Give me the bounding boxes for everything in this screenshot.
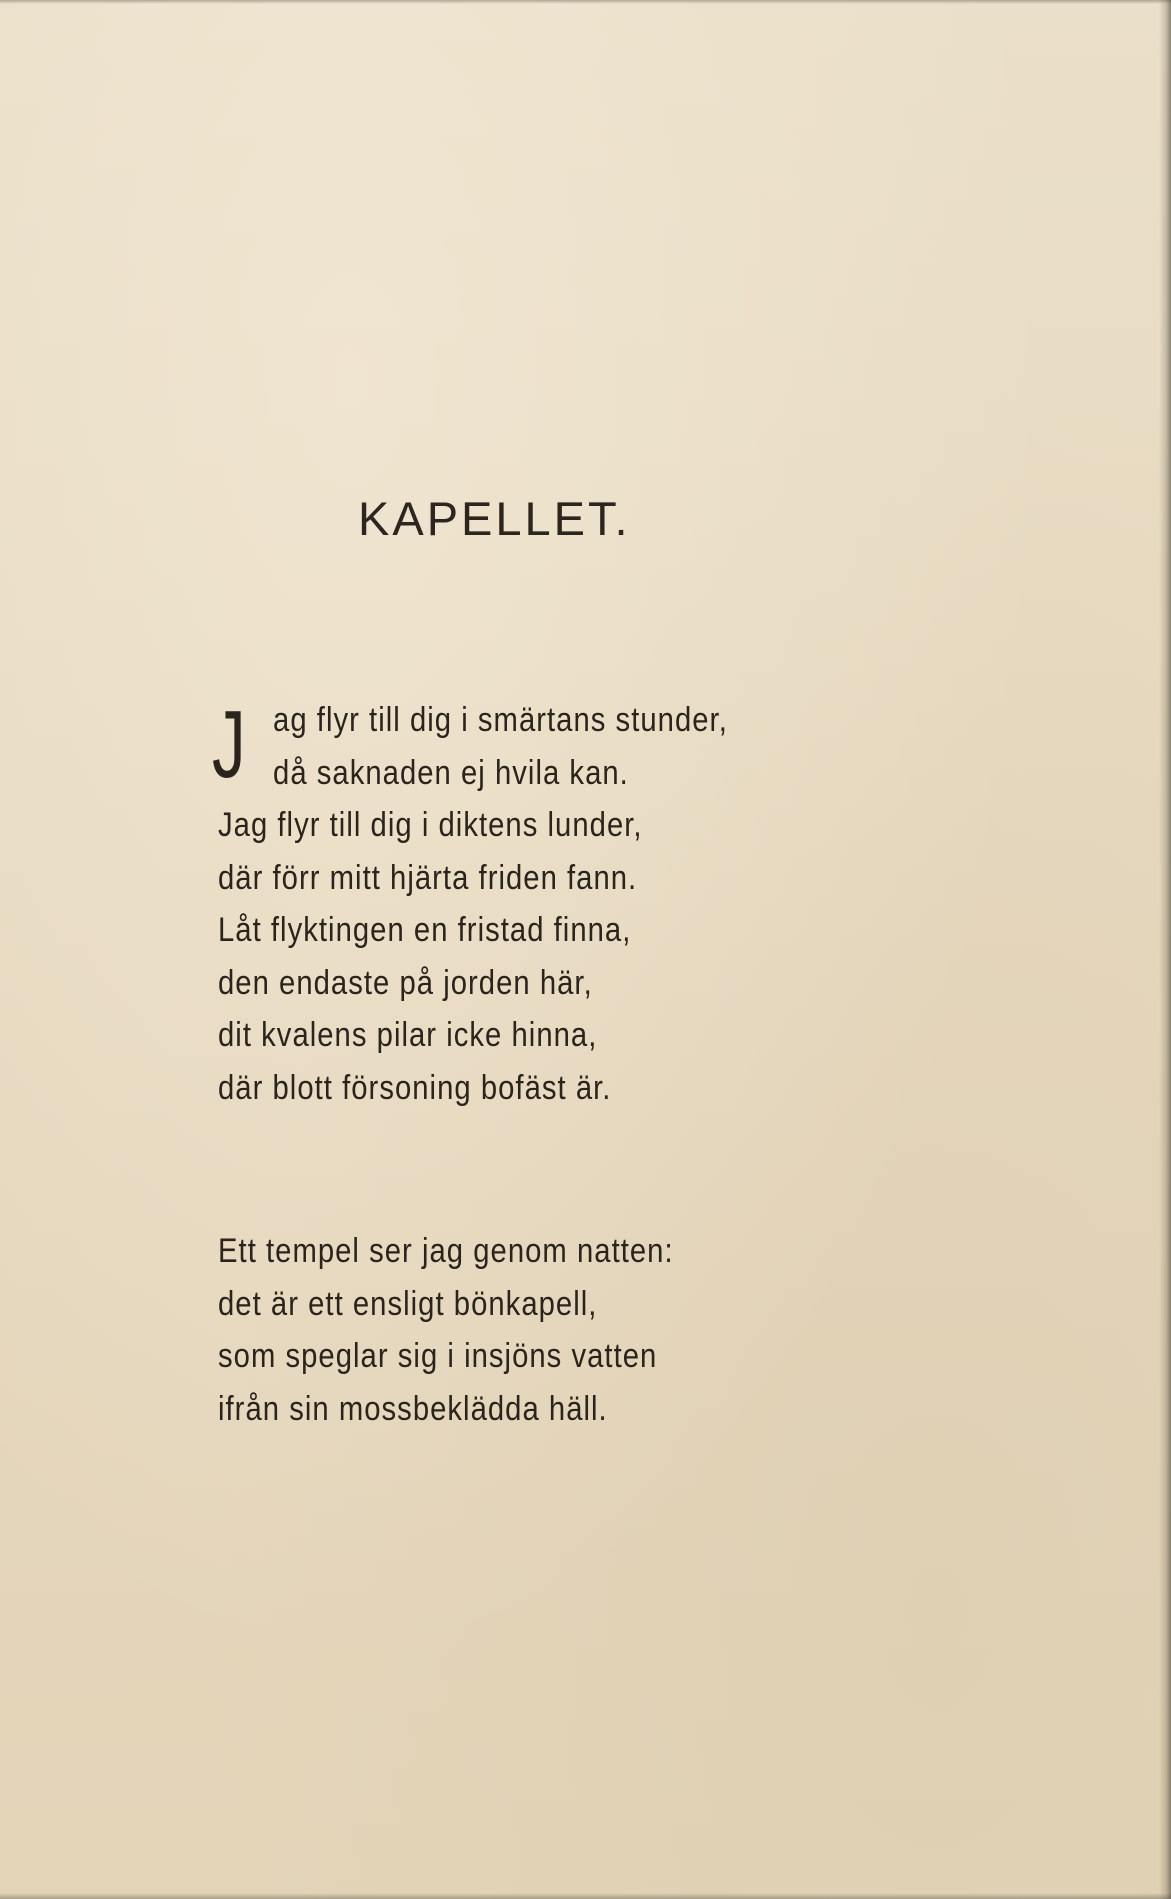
verse-line: då saknaden ej hvila kan.: [273, 753, 629, 792]
verse-line: den endaste på jorden här,: [218, 963, 593, 1002]
page-right-edge: [1159, 0, 1171, 1899]
stanza-1: [218, 694, 728, 1114]
verse-line: Låt flyktingen en fristad finna,: [218, 911, 632, 949]
page-top-edge: [0, 0, 1171, 4]
verse-line: som speglar sig i insjöns vatten: [218, 1337, 658, 1375]
verse-line: ifrån sin mossbeklädda häll.: [218, 1389, 608, 1428]
verse-line: Jag flyr till dig i diktens lunder,: [218, 806, 643, 844]
verse-line: där förr mitt hjärta friden fann.: [218, 858, 638, 897]
verse-line: där blott försoning bofäst är.: [218, 1068, 612, 1107]
page-bottom-edge: [0, 1893, 1171, 1899]
verse-line: det är ett ensligt bönkapell,: [218, 1284, 598, 1323]
drop-cap: J: [212, 691, 246, 798]
verse-line: dit kvalens pilar icke hinna,: [218, 1016, 598, 1054]
verse-line: ag flyr till dig i smärtans stunder,: [273, 701, 728, 739]
poem-title: KAPELLET.: [358, 492, 631, 545]
stanza-2: [218, 1225, 674, 1435]
verse-line: Ett tempel ser jag genom natten:: [218, 1232, 674, 1270]
